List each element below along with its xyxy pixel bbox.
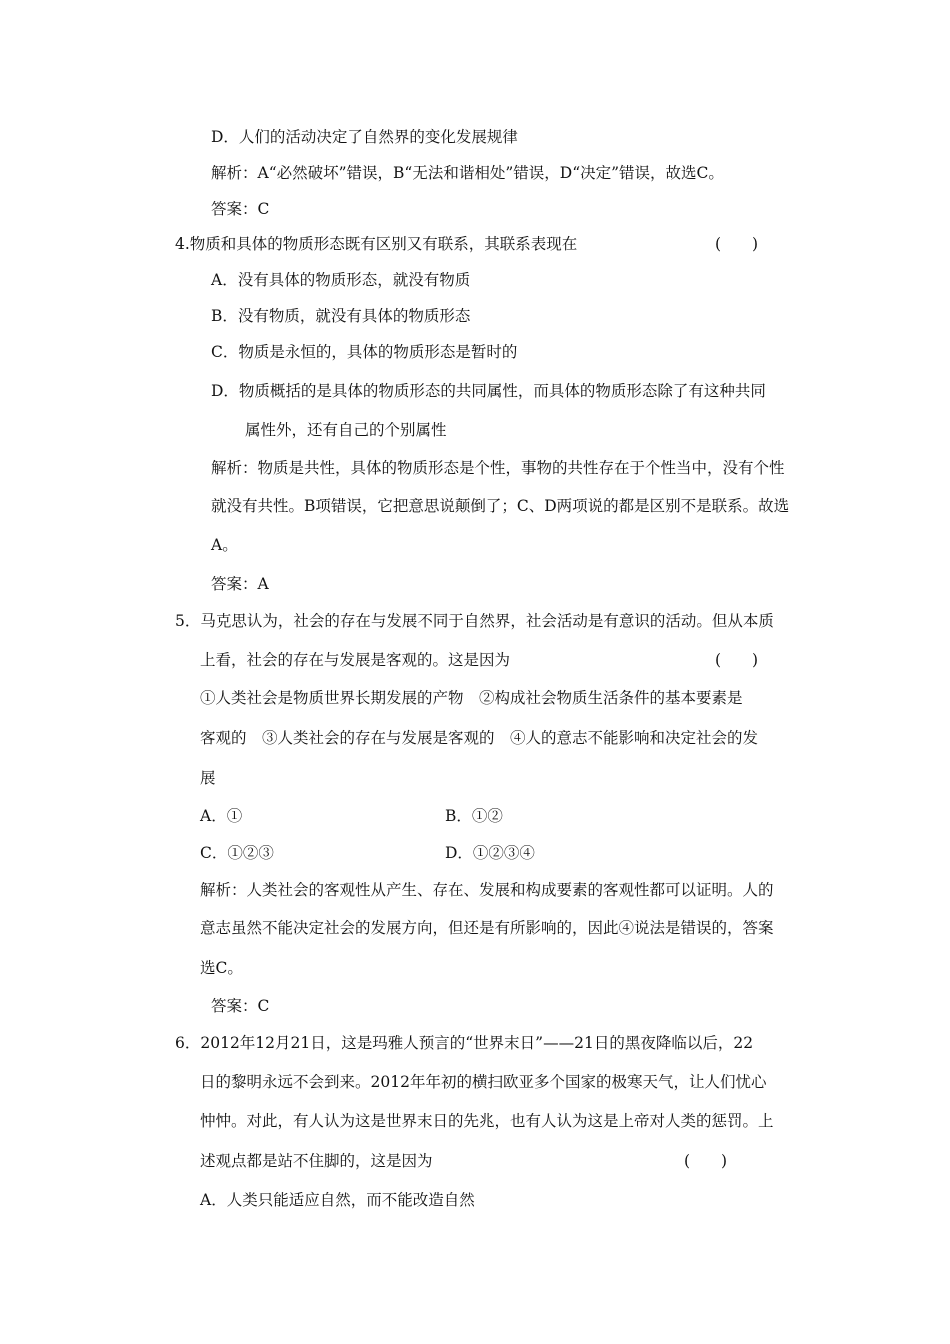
q5-stem-line2: 上看，社会的存在与发展是客观的。这是因为: [200, 651, 511, 669]
q6-stem-line1: 6．2012年12月21日，这是玛雅人预言的“世界末日”——21日的黑夜降临以后，22: [175, 1034, 754, 1052]
q6-option-a: A．人类只能适应自然，而不能改造自然: [200, 1191, 475, 1209]
q3-answer: 答案：C: [211, 200, 270, 218]
q5-option-a: A．①: [200, 807, 243, 825]
q6-stem-line4: 述观点都是站不住脚的，这是因为: [200, 1152, 433, 1170]
q5-items-line3: 展: [200, 769, 216, 787]
q4-option-a: A．没有具体的物质形态，就没有物质: [211, 271, 471, 289]
q6-answer-paren: ( ): [684, 1152, 728, 1170]
q4-option-c: C．物质是永恒的，具体的物质形态是暂时的: [211, 343, 518, 361]
q4-answer-paren: ( ): [715, 235, 759, 253]
q4-analysis-line3: A。: [211, 536, 238, 554]
q5-answer-paren: ( ): [715, 651, 759, 669]
q6-stem-line2: 日的黎明永远不会到来。2012年年初的横扫欧亚多个国家的极寒天气，让人们忧心: [200, 1073, 767, 1091]
q4-analysis-line1: 解析：物质是共性，具体的物质形态是个性，事物的共性存在于个性当中，没有个性: [211, 459, 785, 477]
q4-analysis-line2: 就没有共性。B项错误，它把意思说颠倒了；C、D两项说的都是区别不是联系。故选: [211, 497, 790, 515]
q6-stem-line3: 忡忡。对此，有人认为这是世界末日的先兆，也有人认为这是上帝对人类的惩罚。上: [200, 1112, 774, 1130]
q5-items-line2: 客观的 ③人类社会的存在与发展是客观的 ④人的意志不能影响和决定社会的发: [200, 729, 759, 747]
q5-items-line1: ①人类社会是物质世界长期发展的产物 ②构成社会物质生活条件的基本要素是: [200, 689, 743, 707]
q5-option-b: B．①②: [445, 807, 503, 825]
q5-analysis-line3: 选C。: [200, 959, 243, 977]
q5-analysis-line1: 解析：人类社会的客观性从产生、存在、发展和构成要素的客观性都可以证明。人的: [200, 881, 774, 899]
q5-option-c: C．①②③: [200, 844, 274, 862]
q5-answer: 答案：C: [211, 997, 270, 1015]
q4-answer: 答案：A: [211, 575, 269, 593]
q3-analysis: 解析：A“必然破坏”错误，B“无法和谐相处”错误，D“决定”错误，故选C。: [211, 164, 724, 182]
q4-option-d-line2: 属性外，还有自己的个别属性: [245, 421, 447, 439]
q4-option-d-line1: D．物质概括的是具体的物质形态的共同属性，而具体的物质形态除了有这种共同: [211, 382, 766, 400]
q4-option-b: B．没有物质，就没有具体的物质形态: [211, 307, 471, 325]
q5-analysis-line2: 意志虽然不能决定社会的发展方向，但还是有所影响的，因此④说法是错误的，答案: [200, 919, 774, 937]
q5-option-d: D．①②③④: [445, 844, 535, 862]
q3-option-d: D．人们的活动决定了自然界的变化发展规律: [211, 128, 518, 146]
q5-stem-line1: 5．马克思认为，社会的存在与发展不同于自然界，社会活动是有意识的活动。但从本质: [175, 612, 774, 630]
q4-stem: 4.物质和具体的物质形态既有区别又有联系，其联系表现在: [175, 235, 578, 253]
